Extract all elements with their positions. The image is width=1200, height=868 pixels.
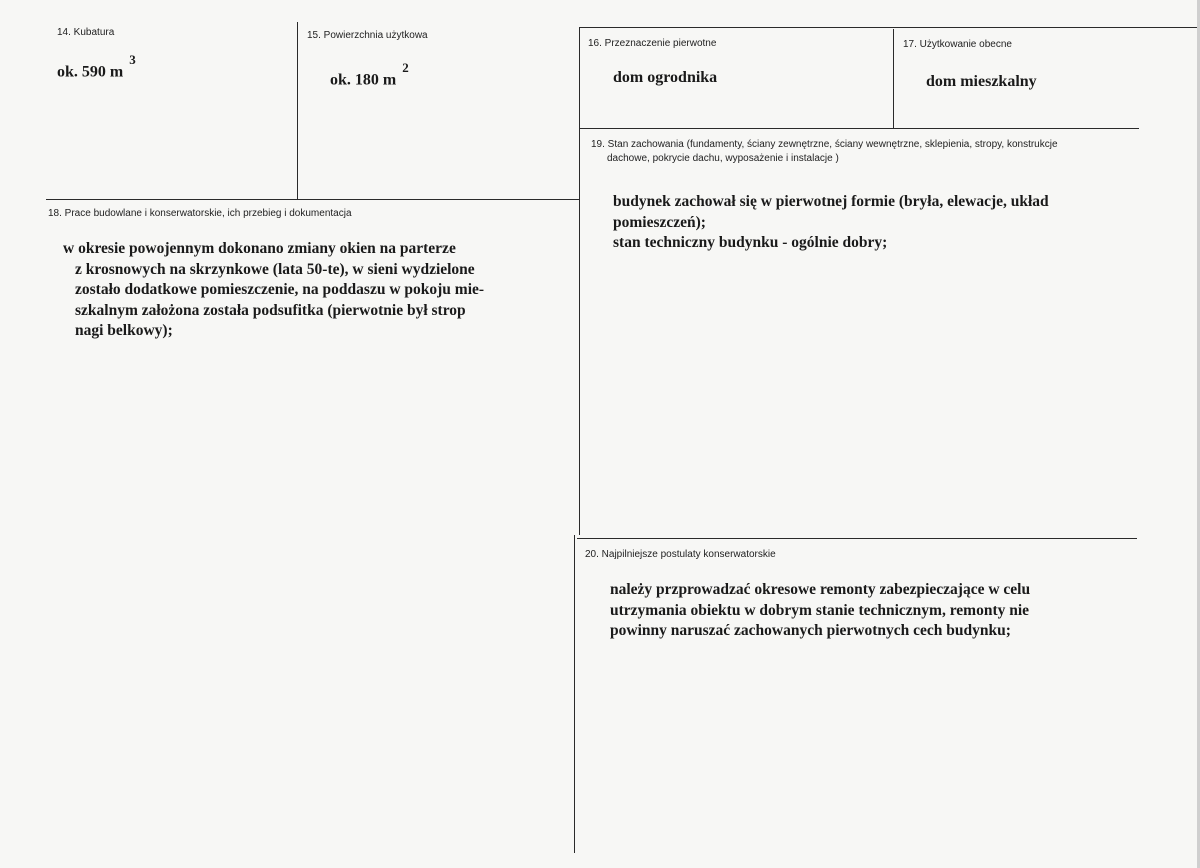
field-14-label: 14. Kubatura xyxy=(57,27,115,38)
field-18-line: zostało dodatkowe pomieszczenie, na poddaszu w pokoju mie- xyxy=(75,281,485,298)
divider-left-right xyxy=(579,27,580,535)
field-19-line: pomieszczeń); xyxy=(613,213,706,231)
field-19-text xyxy=(613,192,1049,254)
field-15-value xyxy=(330,60,409,89)
divider-14-18 xyxy=(46,199,579,200)
field-20-line: należy przprowadzać okresowe remonty zabezpieczające w celu xyxy=(610,581,1031,598)
field-17-label: 17. Użytkowanie obecne xyxy=(903,39,1012,50)
field-20-text xyxy=(610,580,1030,642)
field-18-line: nagi belkowy); xyxy=(75,322,173,339)
field-19-label-line-1: 19. Stan zachowania (fundamenty, ściany zewnętrzne, ściany wewnętrzne, sklepienia, stropy, konstrukcje xyxy=(591,139,1058,150)
field-18-label: 18. Prace budowlane i konserwatorskie, ich przebieg i dokumentacja xyxy=(48,208,352,219)
field-18-line: w okresie powojennym dokonano zmiany okien na parterze xyxy=(63,240,456,257)
field-15-value-text: ok. 180 m xyxy=(330,71,397,89)
divider-19-20 xyxy=(577,538,1137,539)
divider-16-17 xyxy=(893,29,894,128)
divider-14-15 xyxy=(297,22,298,200)
field-18-text xyxy=(63,239,484,342)
divider-16-19 xyxy=(579,128,1139,129)
field-14-value xyxy=(57,52,136,81)
field-19-line: stan techniczny budynku - ogólnie dobry; xyxy=(613,234,888,251)
field-14-value-text: ok. 590 m xyxy=(57,63,124,81)
field-20-line: utrzymania obiektu w dobrym stanie technicznym, remonty nie xyxy=(610,601,1030,619)
field-19-label-line-2: dachowe, pokrycie dachu, wyposażenie i instalacje ) xyxy=(607,153,839,164)
field-18-line: z krosnowych na skrzynkowe (lata 50-te), w sieni wydzielone xyxy=(75,260,475,278)
field-17-value: dom mieszkalny xyxy=(926,73,1037,90)
field-19-label xyxy=(591,138,1058,166)
field-20-label: 20. Najpilniejsze postulaty konserwatorskie xyxy=(585,549,776,560)
field-18-line: szkalnym założona została podsufitka (pierwotnie był strop xyxy=(75,301,466,319)
field-20-line: powinny naruszać zachowanych pierwotnych cech budynku; xyxy=(610,622,1011,639)
field-15-label: 15. Powierzchnia użytkowa xyxy=(307,30,428,41)
field-16-label: 16. Przeznaczenie pierwotne xyxy=(588,38,717,49)
divider-left-right-lower xyxy=(574,535,575,853)
divider-top-right xyxy=(579,27,1198,28)
field-16-value: dom ogrodnika xyxy=(613,69,718,86)
field-14-exponent: 3 xyxy=(129,52,136,67)
field-19-line: budynek zachował się w pierwotnej formie (bryła, elewacje, układ xyxy=(613,193,1049,210)
field-15-exponent: 2 xyxy=(402,60,409,75)
